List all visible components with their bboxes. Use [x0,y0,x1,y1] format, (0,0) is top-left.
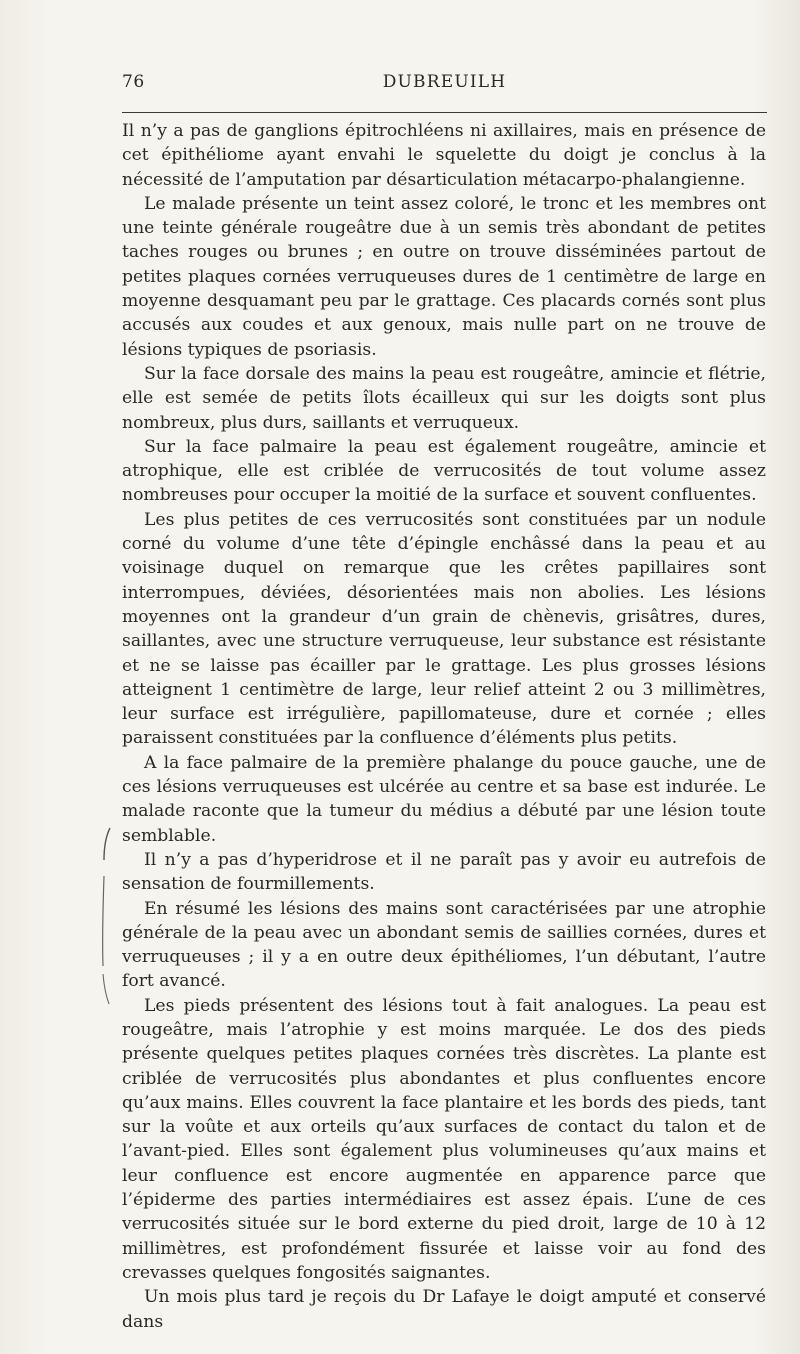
page-number: 76 [122,72,145,92]
page-header [122,72,767,96]
header-rule [122,112,767,113]
margin-pencil-mark [96,826,114,1006]
paragraph: En résumé les lésions des mains sont caractérisées par une atrophie générale de la peau avec un abondant semis de saillies cornées, dures et verruqueuses ; il y a en outre deux épithéliomes, l’un débutant, l’autre fort avancé. [122,898,766,992]
paragraph: Le malade présente un teint assez coloré, le tronc et les membres ont une teinte générale rougeâtre due à un semis très abondant de petites taches rouges ou brunes ; en outre on trouve disséminées partout de petites plaques cornées verruqueuses dures de 1 centimètre de large en moyenne desquamant peu par le grattage. Ces placards cornés sont plus accusés aux coudes et aux genoux, mais nulle part on ne trouve de lésions typiques de psoriasis. [122,193,766,360]
running-head: DUBREUILH [382,72,507,92]
paragraph: Les plus petites de ces verrucosités sont constituées par un nodule corné du volume d’une tête d’épingle enchâssé dans la peau et au voisinage duquel on remarque que les crêtes papillaires sont interrompues, déviées, désorientées mais non abolies. Les lésions moyennes ont la grandeur d’un grain de chènevis, grisâtres, dures, saillantes, avec une structure verruqueuse, leur substance est résistante et ne se laisse pas écailler par le grattage. Les plus grosses lésions atteignent 1 centimètre de large, leur relief atteint 2 ou 3 millimètres, leur surface est irrégulière, papillomateuse, dure et cornée ; elles paraissent constituées par la confluence d’éléments plus petits. [122,509,766,749]
paragraph: Il n’y a pas de ganglions épitrochléens ni axillaires, mais en présence de cet épithéliome ayant envahi le squelette du doigt je conclus à la nécessité de l’amputation par désarticulation métacarpo-phalangienne. [122,121,766,190]
body-text [122,119,766,1334]
paragraph: Les pieds présentent des lésions tout à fait analogues. La peau est rougeâtre, mais l’atrophie y est moins marquée. Le dos des pieds présente quelques petites plaques cornées très discrètes. La plante est criblée de verrucosités plus abondantes et plus confluentes encore qu’aux mains. Elles couvrent la face plantaire et les bords des pieds, tant sur la voûte et aux orteils qu’aux surfaces de contact du talon et de l’avant-pied. Elles sont également plus volumineuses qu’aux mains et leur confluence est encore augmentée en apparence parce que l’épiderme des parties intermédiaires est assez épais. L’une de ces verrucosités située sur le bord externe du pied droit, large de 10 à 12 millimètres, est profondément fissurée et laisse voir au fond des crevasses quelques fongosités saignantes. [122,995,766,1283]
paragraph: A la face palmaire de la première phalange du pouce gauche, une de ces lésions verruqueuses est ulcérée au centre et sa base est indurée. Le malade raconte que la tumeur du médius a débuté par une lésion toute semblable. [122,752,766,846]
paragraph: Il n’y a pas d’hyperidrose et il ne paraît pas y avoir eu autrefois de sensation de fourmillements. [122,849,766,895]
paragraph: Sur la face palmaire la peau est également rougeâtre, amincie et atrophique, elle est criblée de verrucosités de tout volume assez nombreuses pour occuper la moitié de la surface et souvent confluentes. [122,436,766,506]
paragraph: Un mois plus tard je reçois du Dr Lafaye le doigt amputé et conservé dans [122,1287,766,1332]
paragraph: Sur la face dorsale des mains la peau est rougeâtre, amincie et flétrie, elle est semée de petits îlots écailleux qui sur les doigts sont plus nombreux, plus durs, saillants et verruqueux. [122,363,766,433]
